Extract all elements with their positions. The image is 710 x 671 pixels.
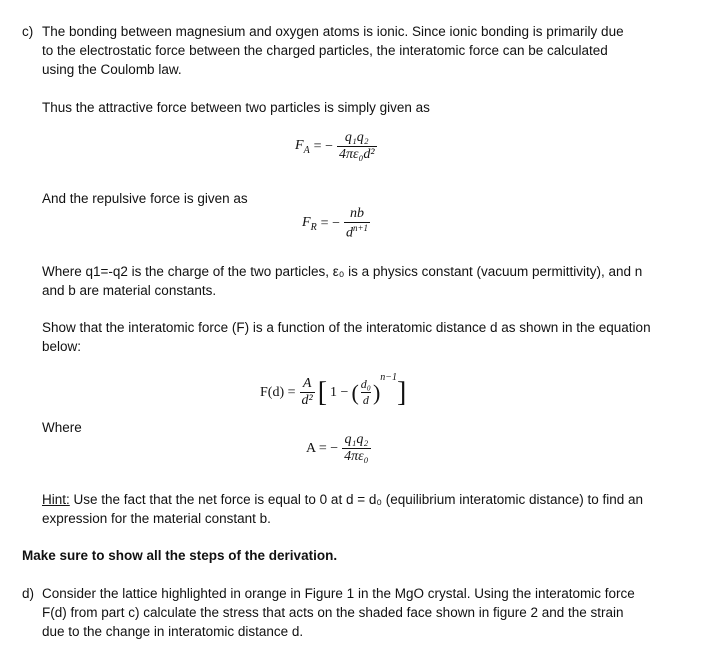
inner-numerator: d₀ [360, 377, 371, 391]
fr-fraction [344, 206, 370, 242]
a-fraction [342, 432, 370, 465]
fa-denominator: 4πε₀d² [338, 147, 375, 162]
inner-fraction [359, 377, 373, 408]
a-lhs: A = − [306, 440, 339, 456]
part-c-label: c) [22, 24, 34, 39]
fd-lhs: F(d) = [260, 384, 296, 400]
fa-equals: = − [313, 138, 333, 154]
right-bracket: ] [397, 376, 407, 408]
fa-fraction [337, 130, 377, 163]
fd-numerator: A [302, 376, 312, 391]
left-bracket: [ [317, 376, 328, 408]
part-c-intro: The bonding between magnesium and oxygen atoms is ionic. Since ionic bonding is primarily due to the electrostatic force between the charged particles, the interatomic force can be calculated using the Coulomb law. [42, 24, 624, 77]
part-d-text: Consider the lattice highlighted in orange in Figure 1 in the MgO crystal. Using the interatomic force F(d) from part c) calculate the stress that acts on the shaded face shown in figure 2 and the strain due to the change in interatomic distance d. [42, 586, 635, 639]
hint-text: Use the fact that the net force is equal to 0 at d = d₀ (equilibrium interatomic distance) to find an expression for the material constant b. [42, 492, 644, 526]
a-denominator: 4πε₀ [344, 449, 369, 464]
repulsive-force-equation [302, 206, 370, 242]
show-that-paragraph: Show that the interatomic force (F) is a function of the interatomic distance d as shown in the equation below: [42, 320, 651, 354]
fd-fraction [300, 376, 315, 409]
inner-denominator: d [362, 393, 369, 407]
fd-denominator: d² [301, 393, 313, 408]
fr-lhs: $F_R$ [302, 214, 317, 233]
derivation-instruction: Make sure to show all the steps of the derivation. [22, 548, 338, 563]
repulsive-intro: And the repulsive force is given as [42, 191, 248, 206]
attractive-force-equation [295, 130, 377, 163]
fa-lhs: $F_A$ [295, 137, 310, 156]
right-paren: ) [372, 379, 381, 405]
fa-numerator: q₁q₂ [344, 130, 369, 145]
where-label: Where [42, 420, 82, 435]
fr-equals: = − [320, 215, 340, 231]
hint-label: Hint: [42, 492, 70, 507]
definitions-paragraph: Where q1=-q2 is the charge of the two particles, ε₀ is a physics constant (vacuum permittivity), and n and b are material constants. [42, 264, 643, 298]
fr-denominator: $d^{n+1}$ [345, 223, 369, 241]
attractive-intro: Thus the attractive force between two particles is simply given as [42, 100, 430, 115]
a-numerator: q₁q₂ [344, 432, 369, 447]
left-paren: ( [351, 379, 359, 405]
hint-paragraph [42, 490, 657, 528]
fr-numerator: nb [350, 206, 364, 221]
constant-a-equation [306, 432, 371, 465]
fd-exponent: n−1 [380, 372, 398, 383]
part-d-label: d) [22, 586, 35, 601]
interatomic-force-equation [260, 372, 407, 409]
one-minus: 1 − [330, 384, 349, 400]
